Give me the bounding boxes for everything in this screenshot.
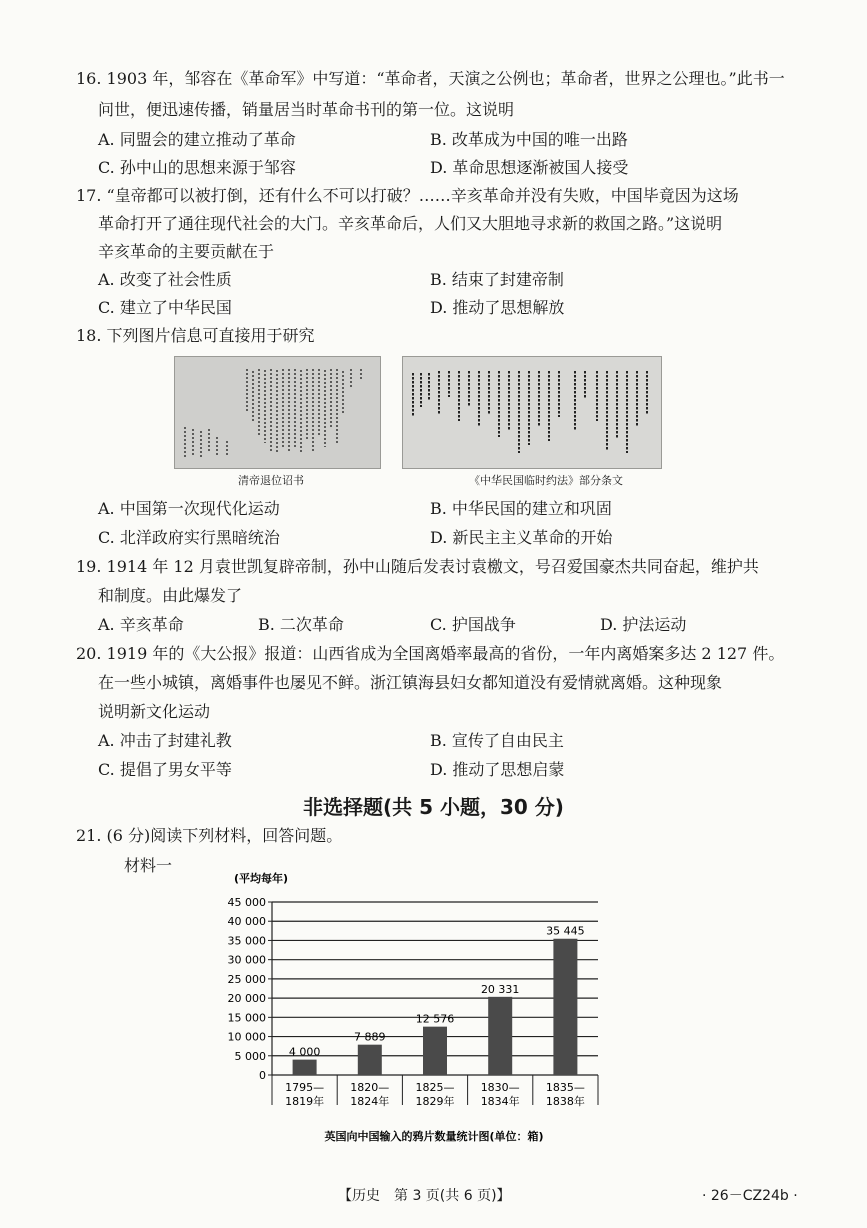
q19-stem-line2: 和制度。由此爆发了	[98, 586, 243, 605]
q16-option-d: D. 革命思想逐渐被国人接受	[430, 158, 629, 177]
provisional-constitution-caption: 《中华民国临时约法》部分条文	[469, 474, 623, 487]
q19-stem-line1: 19. 1914 年 12 月袁世凯复辟帝制，孙中山随后发表讨袁檄文，号召爱国豪杰共同奋起，维护共	[76, 557, 759, 576]
q20-option-a: A. 冲击了封建礼教	[98, 731, 232, 750]
q17-option-a: A. 改变了社会性质	[98, 270, 232, 289]
material-one-label: 材料一	[124, 856, 173, 875]
abdication-edict-photo	[174, 356, 381, 469]
q17-option-c: C. 建立了中华民国	[98, 298, 232, 317]
chart-y-tick-label: 5 000	[234, 1049, 266, 1063]
q20-stem-line3: 说明新文化运动	[98, 702, 211, 721]
abdication-edict-text-columns	[175, 357, 380, 468]
chart-x-tick-label: 1820—	[350, 1081, 390, 1094]
chart-title: 英国向中国输入的鸦片数量统计图(单位：箱)	[324, 1130, 544, 1143]
q20-option-b: B. 宣传了自由民主	[430, 731, 564, 750]
q17-option-d: D. 推动了思想解放	[430, 298, 565, 317]
abdication-edict-caption: 清帝退位诏书	[238, 474, 304, 487]
provisional-constitution-text-columns	[403, 357, 661, 468]
chart-x-tick-label: 1830—	[480, 1081, 520, 1094]
footer-page-info: 【历史 第 3 页(共 6 页)】	[338, 1188, 511, 1204]
chart-y-tick-label: 30 000	[227, 953, 266, 967]
q19-option-a: A. 辛亥革命	[98, 615, 184, 634]
chart-bar	[423, 1027, 447, 1075]
chart-y-tick-label: 40 000	[227, 915, 266, 929]
q16-stem-line1: 16. 1903 年，邹容在《革命军》中写道：“革命者，天演之公例也；革命者，世界之公理也。”此书一	[76, 69, 785, 88]
q16-option-b: B. 改革成为中国的唯一出路	[430, 130, 628, 149]
q20-option-c: C. 提倡了男女平等	[98, 760, 232, 779]
q20-stem-line2: 在一些小城镇，离婚事件也屡见不鲜。浙江镇海县妇女都知道没有爱情就离婚。这种现象	[98, 673, 723, 692]
q19-option-d: D. 护法运动	[600, 615, 687, 634]
chart-y-tick-label: 15 000	[227, 1011, 266, 1025]
chart-x-tick-label: 1834年	[480, 1095, 520, 1108]
q16-option-c: C. 孙中山的思想来源于邹容	[98, 158, 296, 177]
section-title: 非选择题(共 5 小题，30 分)	[303, 795, 564, 819]
opium-import-bar-chart	[214, 868, 644, 1148]
chart-x-tick-label: 1829年	[415, 1095, 455, 1108]
q19-option-b: B. 二次革命	[258, 615, 344, 634]
q17-option-b: B. 结束了封建帝制	[430, 270, 564, 289]
q21-stem: 21. (6 分)阅读下列材料，回答问题。	[76, 826, 343, 845]
chart-x-tick-label: 1838年	[545, 1095, 585, 1108]
q17-stem-line2: 革命打开了通往现代社会的大门。辛亥革命后，人们又大胆地寻求新的救国之路。”这说明	[98, 214, 723, 233]
chart-value-label: 20 331	[480, 982, 520, 996]
chart-y-tick-label: 10 000	[227, 1030, 266, 1044]
chart-y-axis-label: (平均每年)	[234, 872, 289, 885]
chart-x-tick-label: 1795—	[285, 1081, 325, 1094]
chart-x-tick-label: 1824年	[350, 1095, 390, 1108]
chart-bar	[358, 1045, 382, 1075]
chart-value-label: 4 000	[288, 1045, 321, 1059]
chart-x-tick-label: 1825—	[415, 1081, 455, 1094]
q18-stem: 18. 下列图片信息可直接用于研究	[76, 326, 315, 345]
chart-y-tick-label: 0	[259, 1069, 266, 1082]
q17-stem-line3: 辛亥革命的主要贡献在于	[98, 242, 275, 261]
q17-stem-line1: 17. “皇帝都可以被打倒，还有什么不可以打破？……辛亥革命并没有失败，中国毕竟因为这场	[76, 186, 739, 205]
chart-bar	[293, 1060, 317, 1075]
q18-option-b: B. 中华民国的建立和巩固	[430, 499, 612, 518]
q19-option-c: C. 护国战争	[430, 615, 516, 634]
q16-option-a: A. 同盟会的建立推动了革命	[98, 130, 296, 149]
chart-y-tick-label: 35 000	[227, 934, 266, 948]
chart-value-label: 12 576	[415, 1012, 455, 1026]
q20-option-d: D. 推动了思想启蒙	[430, 760, 565, 779]
q18-option-d: D. 新民主主义革命的开始	[430, 528, 613, 547]
chart-x-tick-label: 1819年	[285, 1095, 325, 1108]
provisional-constitution-photo	[402, 356, 662, 469]
chart-value-label: 7 889	[354, 1030, 386, 1044]
q18-option-c: C. 北洋政府实行黑暗统治	[98, 528, 280, 547]
footer-code: · 26－CZ24b ·	[702, 1188, 798, 1204]
q18-option-a: A. 中国第一次现代化运动	[98, 499, 280, 518]
chart-bar	[553, 939, 577, 1075]
chart-y-tick-label: 25 000	[227, 972, 266, 986]
chart-y-tick-label: 45 000	[227, 896, 266, 909]
chart-bar	[488, 997, 512, 1075]
q16-stem-line2: 问世，便迅速传播，销量居当时革命书刊的第一位。这说明	[98, 100, 515, 119]
chart-y-tick-label: 20 000	[227, 992, 266, 1006]
chart-value-label: 35 445	[546, 924, 585, 938]
chart-x-tick-label: 1835—	[545, 1081, 585, 1094]
q20-stem-line1: 20. 1919 年的《大公报》报道：山西省成为全国离婚率最高的省份，一年内离婚案多达 2 127 件。	[76, 644, 785, 663]
